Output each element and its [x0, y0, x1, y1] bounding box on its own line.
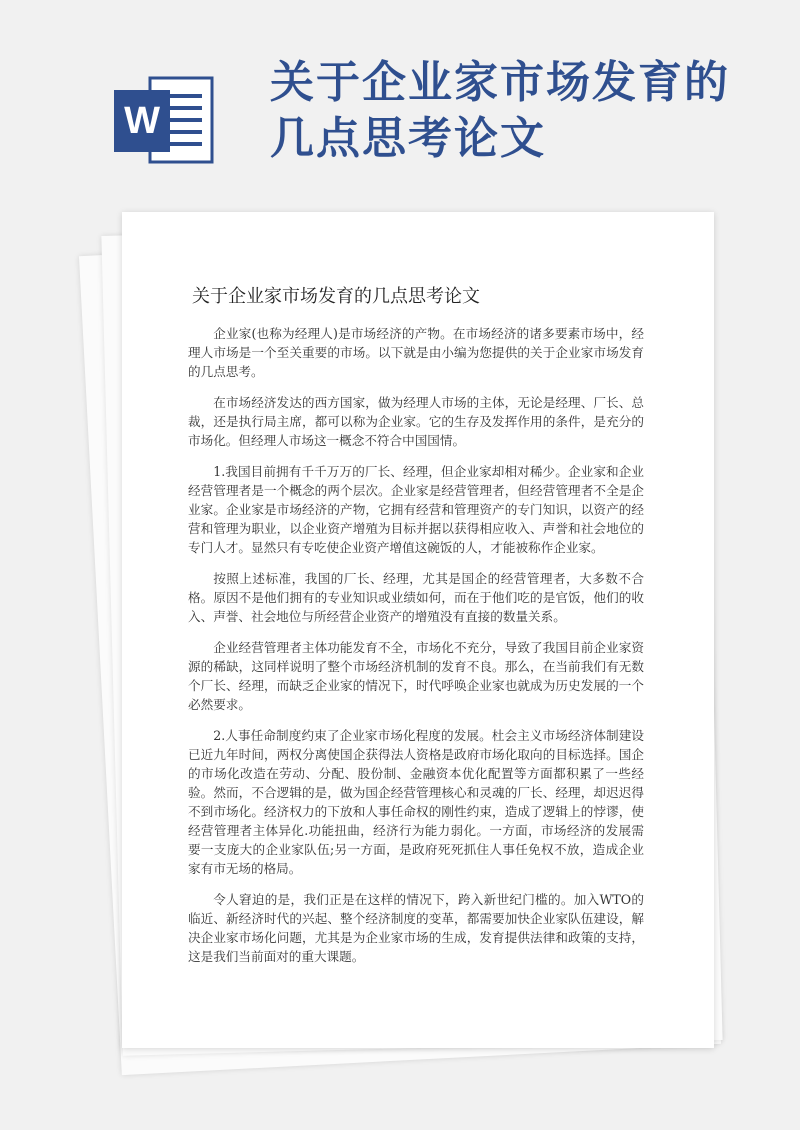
paragraph: 在市场经济发达的西方国家，做为经理人市场的主体，无论是经理、厂长、总裁，还是执行局主席，都可以称为企业家。它的生存及发挥作用的条件，是充分的市场化。但经理人市场这一概念不符合中国国情。 [188, 395, 644, 448]
word-icon [110, 70, 220, 170]
banner-title-line1: 关于企业家市场发育的 [270, 57, 730, 108]
document-body [188, 324, 644, 978]
paragraph: 企业家(也称为经理人)是市场经济的产物。在市场经济的诸多要素市场中，经理人市场是一个至关重要的市场。以下就是由小编为您提供的关于企业家市场发育的几点思考。 [188, 326, 644, 379]
paragraph: 按照上述标准，我国的厂长、经理，尤其是国企的经营管理者，大多数不合格。原因不是他们拥有的专业知识或业绩如何，而在于他们吃的是官饭，他们的收入、声誉、社会地位与所经营企业资产的增殖没有直接的数量关系。 [188, 571, 644, 624]
header-banner [0, 0, 800, 200]
paragraph: 2.人事任命制度约束了企业家市场化程度的发展。杜会主义市场经济体制建设已近九年时间，两权分离使国企获得法人资格是政府市场化取向的目标选择。国企的市场化改造在劳动、分配、股份制、金融资本优化配置等方面都积累了一些经验。然而，不合逻辑的是，做为国企经营管理核心和灵魂的厂长、经理，却迟迟得不到市场化。经济权力的下放和人事任命权的刚性约束，造成了逻辑上的悖谬，使经营管理者主体异化.功能扭曲，经济行为能力弱化。一方面，市场经济的发展需要一支庞大的企业家队伍;另一方面，是政府死死抓住人事任免权不放，造成企业家有市无场的格局。 [188, 728, 644, 876]
banner-title-line2: 几点思考论文 [270, 113, 546, 164]
document-page [122, 212, 714, 1048]
svg-text:W: W [124, 100, 160, 142]
paragraph: 令人窘迫的是，我们正是在这样的情况下，跨入新世纪门槛的。加入WTO的临近、新经济时代的兴起、整个经济制度的变革，都需要加快企业家队伍建设，解决企业家市场化问题，尤其是为企业家市场的生成，发育提供法律和政策的支持，这是我们当前面对的重大课题。 [188, 892, 644, 964]
paragraph: 企业经营管理者主体功能发育不全，市场化不充分，导致了我国目前企业家资源的稀缺，这同样说明了整个市场经济机制的发育不良。那么，在当前我们有无数个厂长、经理，而缺乏企业家的情况下，时代呼唤企业家也就成为历史发展的一个必然要求。 [188, 640, 644, 712]
document-title: 关于企业家市场发育的几点思考论文 [192, 286, 480, 307]
paragraph: 1.我国目前拥有千千万万的厂长、经理，但企业家却相对稀少。企业家和企业经营管理者是一个概念的两个层次。企业家是经营管理者，但经营管理者不全是企业家。企业家是市场经济的产物，它拥有经营和管理资产的专门知识，以资产的经营和管理为职业，以企业资产增殖为目标并据以获得相应收入、声誉和社会地位的专门人才。显然只有专吃使企业资产增值这碗饭的人，才能被称作企业家。 [188, 464, 644, 555]
banner-title [270, 55, 770, 167]
